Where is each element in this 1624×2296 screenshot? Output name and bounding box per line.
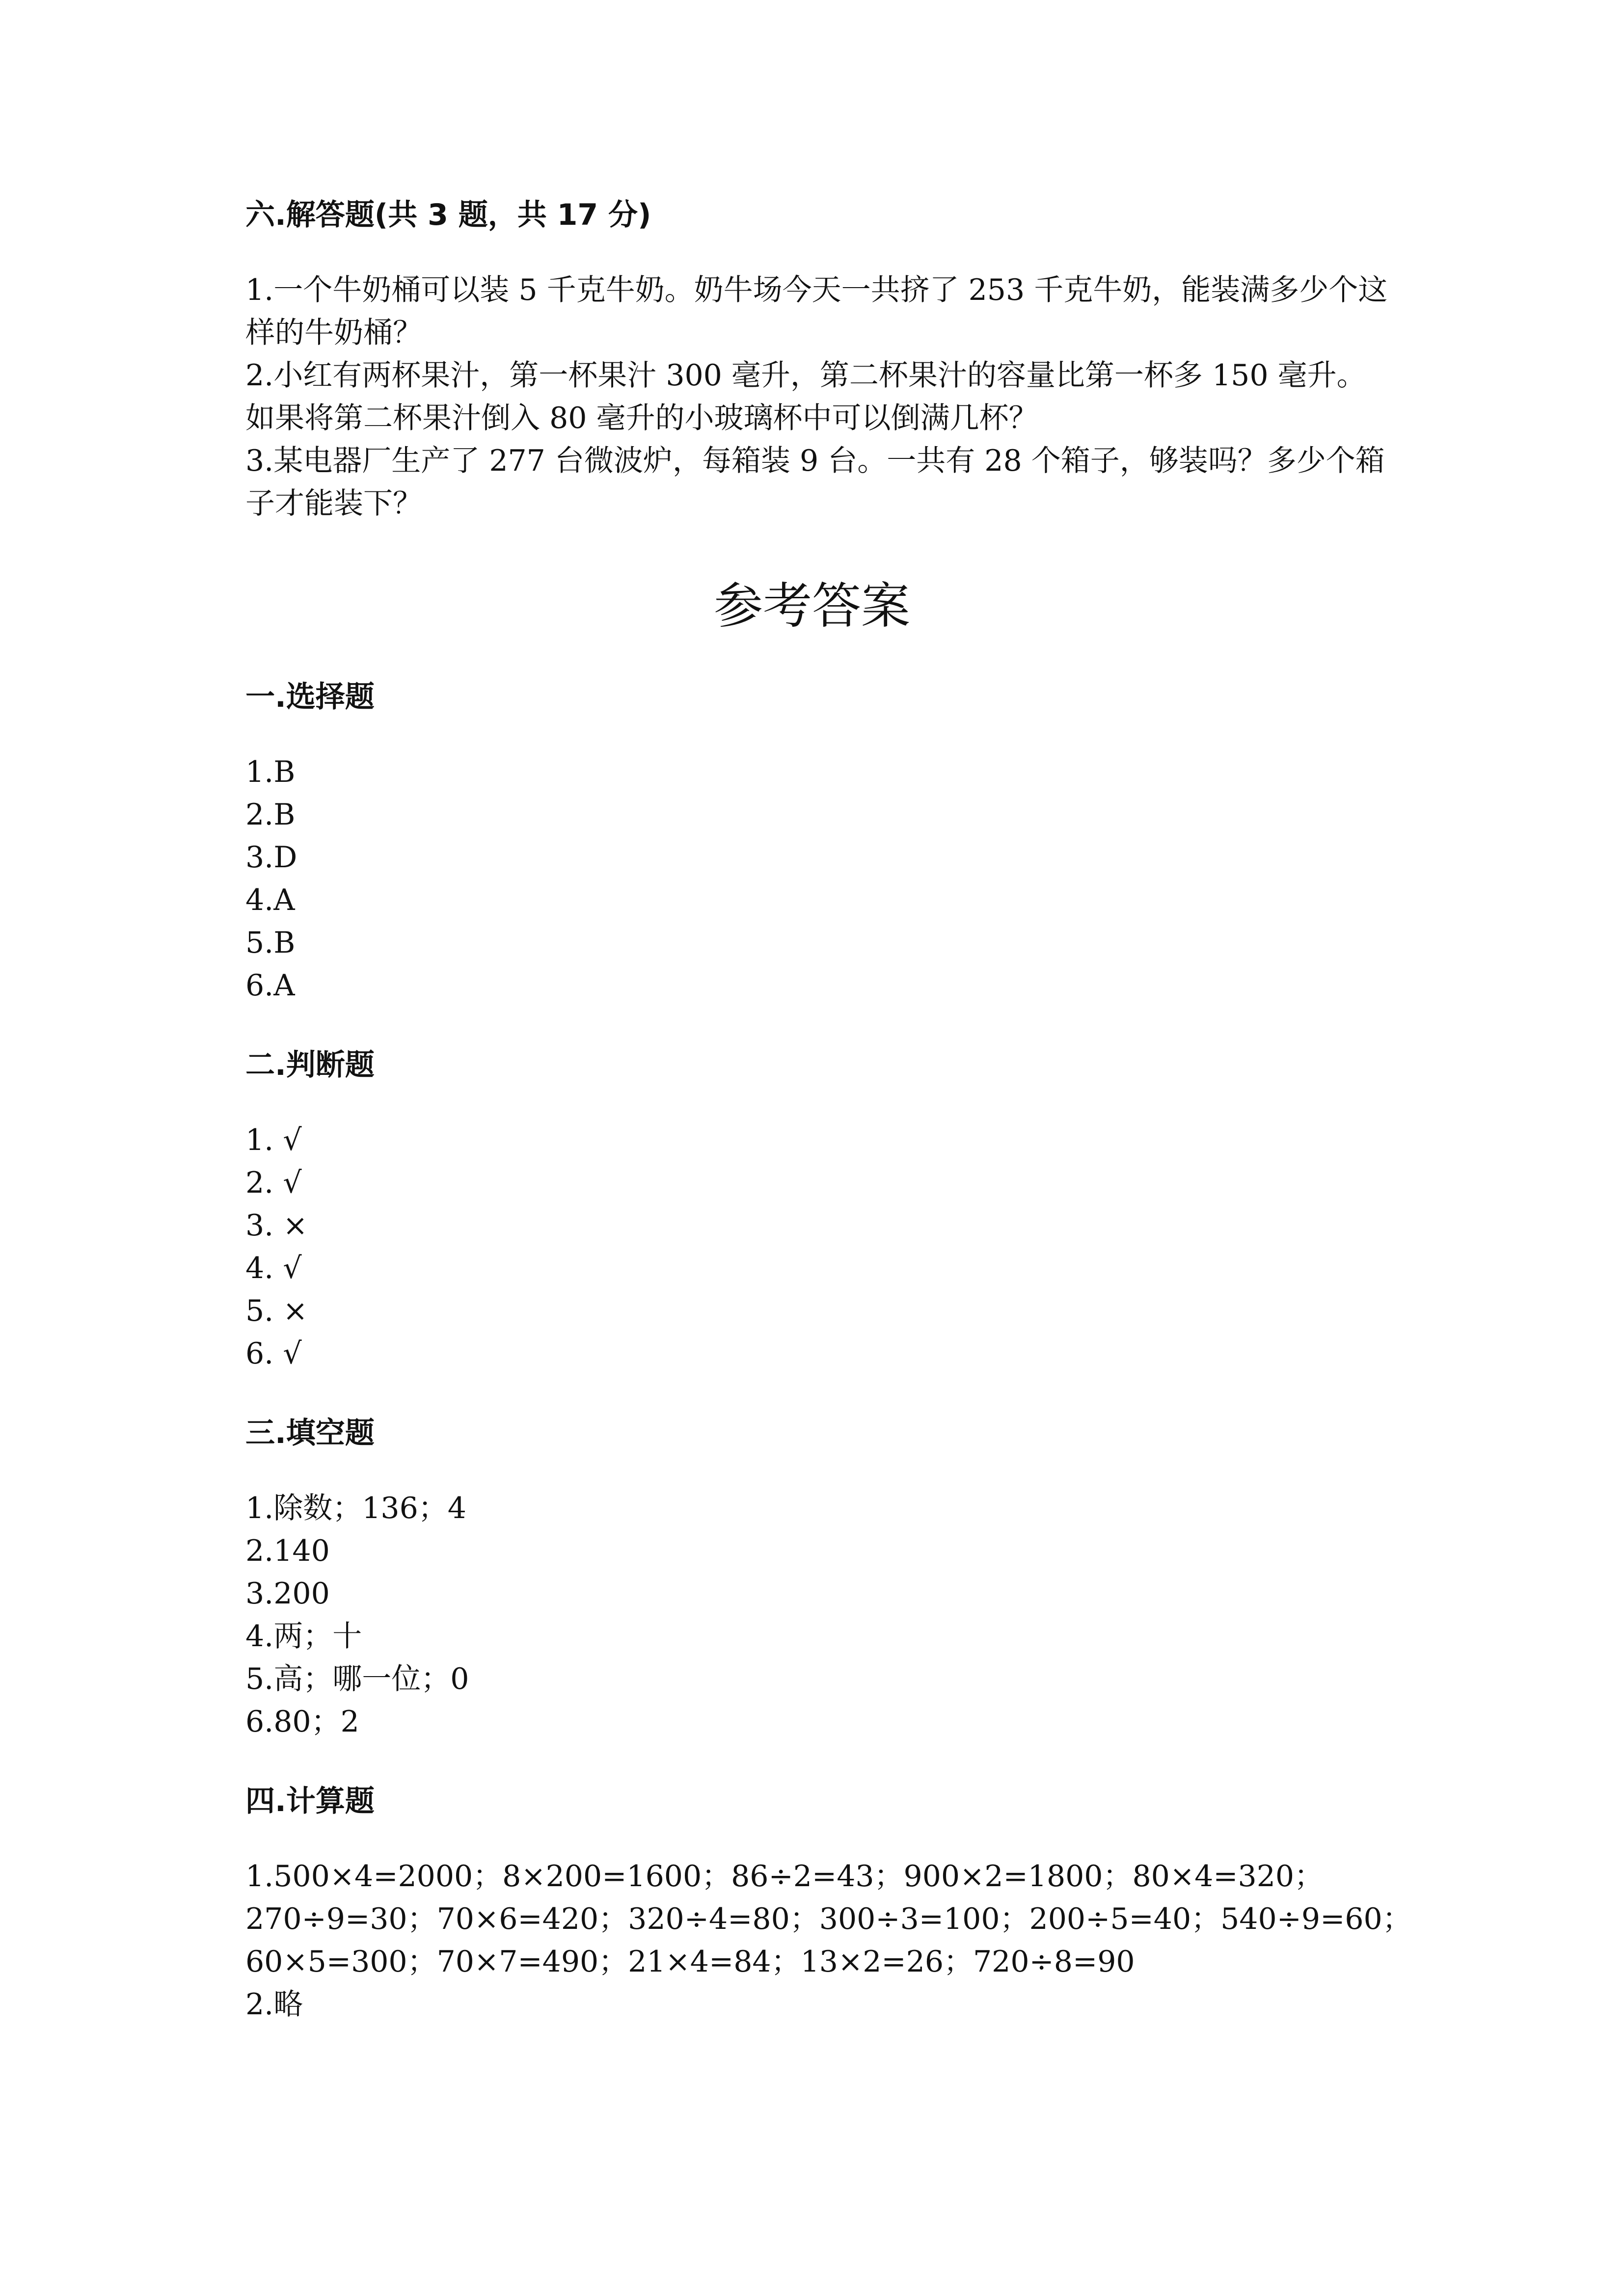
- answer-item: 5. ×: [245, 1294, 308, 1328]
- section-6-word-problems: [245, 195, 1389, 525]
- answer-item: 6.A: [245, 968, 295, 1003]
- problem-3: 3.某电器厂生产了 277 台微波炉，每箱装 9 台。一共有 28 个箱子，够装吗？多少个箱子才能装下？: [245, 444, 1385, 521]
- answer-item: 4.两；十: [245, 1619, 362, 1654]
- choice-answers: [245, 677, 1389, 1007]
- choice-answer-list: [245, 751, 1389, 1007]
- problem-list: [245, 269, 1389, 525]
- answer-item: 5.高；哪一位；0: [245, 1662, 469, 1696]
- answer-key: [245, 677, 1412, 2064]
- judgement-heading: 二.判断题: [245, 1048, 375, 1082]
- calculation-answers: [245, 1782, 1412, 2026]
- fill-blank-answers: [245, 1414, 1389, 1743]
- answer-item: 6.80；2: [245, 1705, 359, 1739]
- fill-blank-heading: 三.填空题: [245, 1416, 375, 1450]
- calculation-answer-list: [245, 1855, 1412, 2026]
- answer-item: 1.B: [245, 755, 296, 789]
- judgement-answer-list: [245, 1119, 1389, 1375]
- calculation-line: 2.略: [245, 1987, 303, 2022]
- calculation-heading: 四.计算题: [245, 1784, 375, 1818]
- answer-item: 6. √: [245, 1336, 302, 1371]
- section-6-heading: 六.解答题(共 3 题，共 17 分): [245, 198, 651, 232]
- answer-item: 5.B: [245, 926, 296, 960]
- answer-item: 1.除数；136；4: [245, 1491, 466, 1525]
- fill-blank-answer-list: [245, 1487, 1389, 1743]
- choice-heading: 一.选择题: [245, 680, 375, 714]
- answer-item: 3.200: [245, 1576, 330, 1611]
- answer-item: 2. √: [245, 1166, 302, 1200]
- problem-1: 1.一个牛奶桶可以装 5 千克牛奶。奶牛场今天一共挤了 253 千克牛奶，能装满多少个这样的牛奶桶？: [245, 273, 1388, 350]
- answer-item: 2.B: [245, 798, 296, 832]
- answer-item: 3.D: [245, 840, 298, 875]
- answer-item: 3. ×: [245, 1208, 308, 1243]
- answer-key-title: 参考答案: [714, 577, 910, 635]
- answer-item: 1. √: [245, 1123, 302, 1157]
- answer-item: 2.140: [245, 1534, 330, 1568]
- calculation-line: 270÷9=30；70×6=420；320÷4=80；300÷3=100；200÷5=40；540÷9=60；: [245, 1902, 1412, 1936]
- calculation-line: 60×5=300；70×7=490；21×4=84；13×2=26；720÷8=90: [245, 1945, 1135, 1979]
- judgement-answers: [245, 1045, 1389, 1375]
- problem-2: 2.小红有两杯果汁，第一杯果汁 300 毫升，第二杯果汁的容量比第一杯多 150 毫升。如果将第二杯果汁倒入 80 毫升的小玻璃杯中可以倒满几杯？: [245, 358, 1366, 435]
- answer-item: 4. √: [245, 1251, 302, 1285]
- answer-item: 4.A: [245, 883, 295, 917]
- calculation-line: 1.500×4=2000；8×200=1600；86÷2=43；900×2=1800；80×4=320；: [245, 1859, 1324, 1894]
